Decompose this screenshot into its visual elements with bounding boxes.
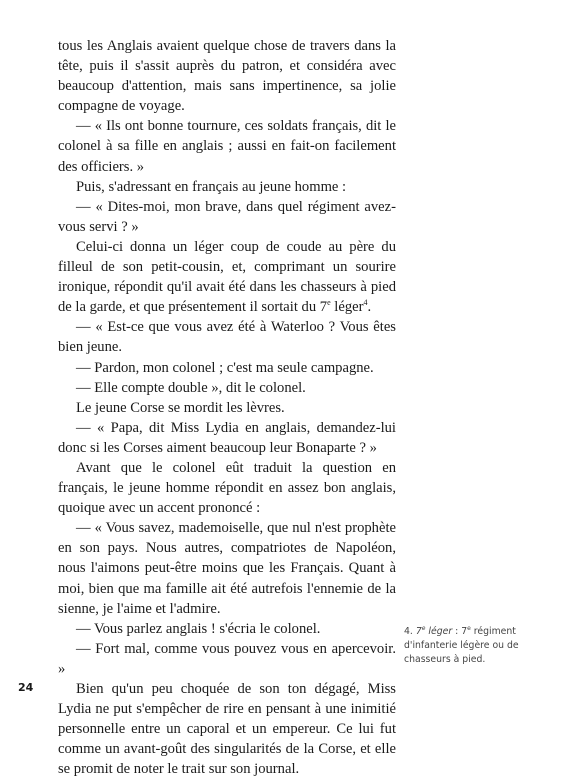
paragraph: Le jeune Corse se mordit les lèvres. xyxy=(76,399,285,416)
paragraph: tous les Anglais avaient quelque chose de travers dans la tête, puis il s'assit auprès du patron, et considéra avec beaucoup d'attention, mais sans impertinence, sa jolie compagne de voyage. xyxy=(58,38,396,115)
paragraph: — Vous parlez anglais ! s'écria le colonel. xyxy=(76,620,321,637)
paragraph: — « Ils ont bonne tournure, ces soldats français, dit le colonel à sa fille en anglais ; aussi en fait-on facilement des officiers. » xyxy=(58,118,396,175)
footnote-text: régiment d'infanterie légère ou de chasseurs à pied. xyxy=(404,626,519,666)
paragraph: — « Est-ce que vous avez été à Waterloo ? Vous êtes bien jeune. xyxy=(58,319,396,356)
paragraph: — « Vous savez, mademoiselle, que nul n'est prophète en son pays. Nous autres, compatriotes de Napoléon, nous l'aimons peut-être moins que les Français. Quant à moi, bien que ma famille ait été autrefois l'ennemie de la sienne, je l'aime et l'admire. xyxy=(58,520,396,617)
paragraph-text: léger xyxy=(330,299,364,316)
footnote-number: 4. xyxy=(404,626,416,637)
footnote-separator: : 7 xyxy=(452,626,468,637)
footnote xyxy=(404,625,522,668)
paragraph-text: . xyxy=(367,299,372,316)
paragraph: Puis, s'adressant en français au jeune homme : xyxy=(76,178,347,195)
paragraph: — « Dites-moi, mon brave, dans quel régiment avez-vous servi ? » xyxy=(58,198,396,235)
paragraph xyxy=(58,237,396,317)
paragraph-text: Celui-ci donna un léger coup de coude au père du filleul de son petit-cousin, et, comprimant un sourire ironique, répondit qu'il avait été dans les chasseurs à pied de la garde, et que présentement il sortait du 7 xyxy=(58,238,396,316)
paragraph: Bien qu'un peu choquée de son ton dégagé, Miss Lydia ne put s'empêcher de rire en pensant à une inimitié personnelle entre un caporal et un empereur. Ce lui fut comme un avant-goût des singularités de la Corse, et elle se promit de noter le trait sur son journal. xyxy=(58,681,396,778)
superscript: e xyxy=(327,298,331,308)
paragraph: — Elle compte double », dit le colonel. xyxy=(76,379,306,396)
footnote-ref: 4 xyxy=(363,298,368,308)
paragraph: — Fort mal, comme vous pouvez vous en apercevoir. » xyxy=(58,640,396,677)
main-text xyxy=(58,36,396,779)
superscript: e xyxy=(467,625,471,632)
paragraph: — « Papa, dit Miss Lydia en anglais, demandez-lui donc si les Corses aiment beaucoup leur Bonaparte ? » xyxy=(58,419,396,456)
footnote-term: 7e léger xyxy=(415,625,453,637)
paragraph: — Pardon, mon colonel ; c'est ma seule campagne. xyxy=(76,359,374,376)
paragraph: Avant que le colonel eût traduit la question en français, le jeune homme répondit en assez bon anglais, quoique avec un accent prononcé : xyxy=(58,459,396,517)
page-number: 24 xyxy=(18,681,34,694)
